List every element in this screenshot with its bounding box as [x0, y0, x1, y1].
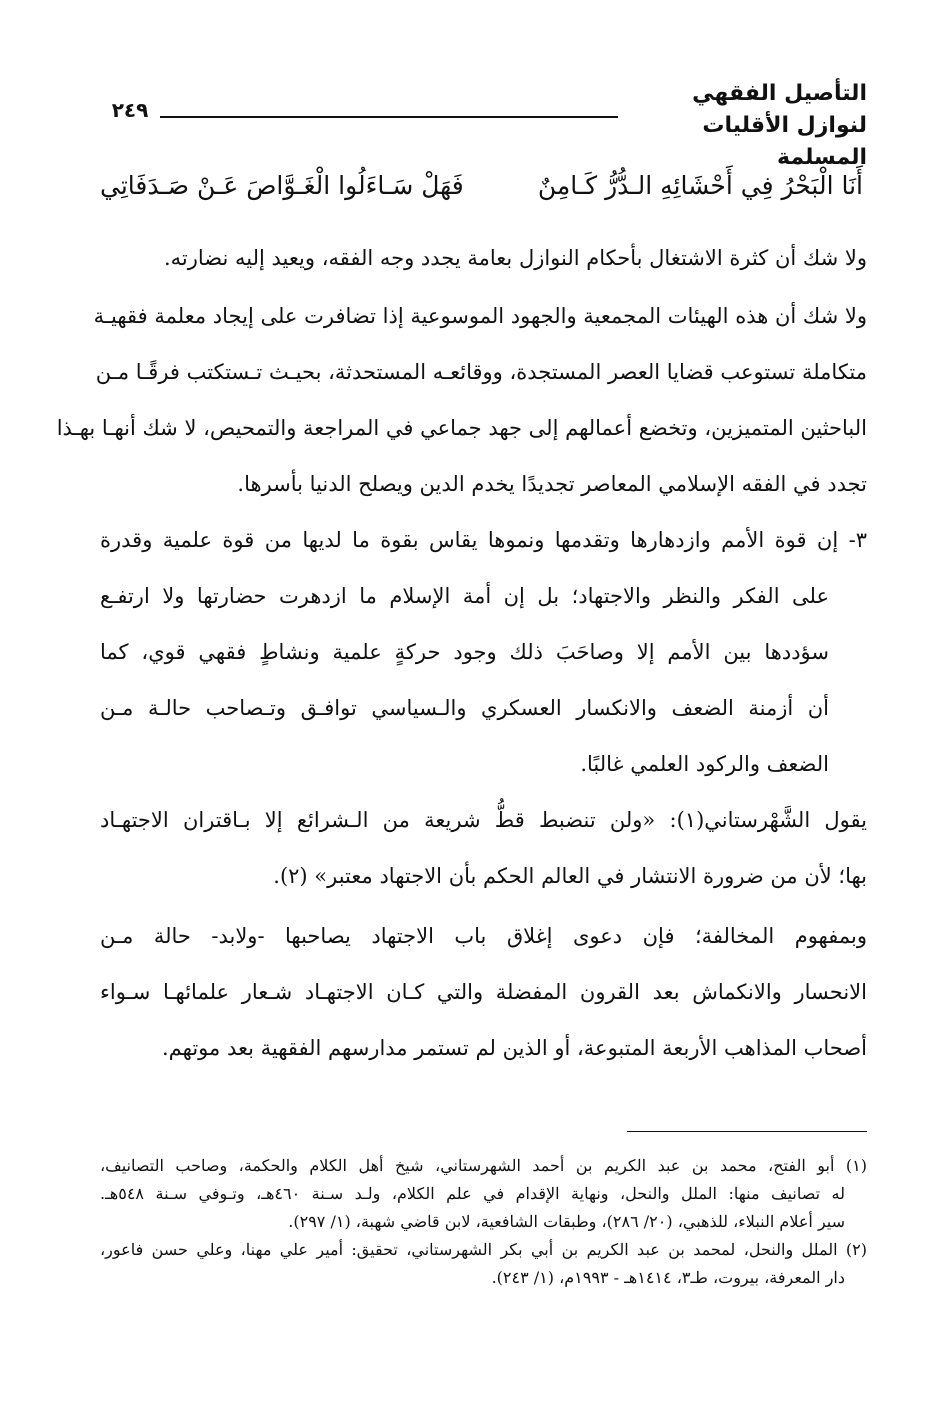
header-title-line2: لنوازل الأقليات المسلمة: [702, 113, 867, 170]
body-line: الانحسار والانكماش بعد القرون المفضلة والتي كـان الاجتهـاد شـعار علمائهـا سـواء: [100, 980, 867, 1004]
body-line: ولا شك أن كثرة الاشتغال بأحكام النوازل بعامة يجدد وجه الفقه، ويعيد إليه نضارته.: [163, 246, 867, 270]
list-item-line: أن أزمنة الضعف والانكسار العسكري والـسياسي توافـق وتـصاحب حالـة مـن: [100, 696, 829, 720]
header-rule: [160, 116, 618, 118]
footnote-line: سير أعلام النبلاء، للذهبي، (٢٠/ ٢٨٦)، وطبقات الشافعية، لابن قاضي شهبة، (١/ ٢٩٧).: [288, 1212, 845, 1231]
footnote-line: له تصانيف منها: الملل والنحل، ونهاية الإقدام في علم الكلام، ولـد سـنة ٤٦٠هـ، وتـوفي سـنة ٥٤٨هـ.: [100, 1184, 846, 1203]
body-line: متكاملة تستوعب قضايا العصر المستجدة، ووقائعـه المستحدثة، بحيـث تـستكتب فرقًـا مـن: [95, 360, 867, 384]
list-item-line: الضعف والركود العلمي غالبًا.: [580, 752, 829, 776]
footnote-line: (١) أبو الفتح، محمد بن عبد الكريم بن أحمد الشهرستاني، شيخ أهل الكلام والحكمة، وصاحب التصانيف،: [100, 1156, 867, 1175]
verse-left-hemistich: فَهَلْ سَـاءَلُوا الْغَـوَّاصَ عَـنْ صَـدَفَاتِي: [100, 171, 464, 200]
body-line: أصحاب المذاهب الأربعة المتبوعة، أو الذين لم تستمر مدارسهم الفقهية بعد موتهم.: [162, 1036, 867, 1060]
body-line: وبمفهوم المخالفة؛ فإن دعوى إغلاق باب الاجتهاد يصاحبها -ولابد- حالة مـن: [100, 924, 867, 948]
header-title-line1: التأصيل الفقهي: [692, 81, 867, 106]
body-line: الباحثين المتميزين، وتخضع أعمالهم إلى جهد جماعي في المراجعة والتمحيص، لا شك أنهـا بهـذا: [56, 416, 867, 440]
running-header: [607, 78, 867, 174]
list-item-line: على الفكر والنظر والاجتهاد؛ بل إن أمة الإسلام ما ازدهرت حضارتها ولا ارتفـع: [100, 584, 829, 608]
body-line: ولا شك أن هذه الهيئات المجمعية والجهود الموسوعية إذا تضافرت على إيجاد معلمة فقهيـة: [93, 304, 867, 328]
quote-line: بها؛ لأن من ضرورة الانتشار في العالم الحكم بأن الاجتهاد معتبر» (٢).: [273, 864, 867, 888]
footnote-separator: [627, 1131, 867, 1132]
footnote-line: دار المعرفة، بيروت، طـ٣، ١٤١٤هـ - ١٩٩٣م، (١/ ٢٤٣).: [491, 1268, 845, 1287]
page-number: ٢٤٩: [111, 98, 149, 122]
body-line: تجدد في الفقه الإسلامي المعاصر تجديدًا يخدم الدين ويصلح الدنيا بأسرها.: [237, 472, 867, 496]
footnote-line: (٢) الملل والنحل، لمحمد بن عبد الكريم بن أبي بكر الشهرستاني، تحقيق: أمير علي مهنا، وعلي حسن فاعور،: [100, 1240, 867, 1259]
quote-line: يقول الشَّهْرستاني(١): «ولن تنضبط قطُّ شريعة من الـشرائع إلا بـاقتران الاجتهـاد: [100, 808, 867, 832]
list-item-line: سؤددها بين الأمم إلا وصاحَبَ ذلك وجود حركةٍ علمية ونشاطٍ فقهي قوي، كما: [100, 640, 829, 664]
list-item-line: ٣- إن قوة الأمم وازدهارها وتقدمها ونموها يقاس بقوة ما لديها من قوة علمية وقدرة: [100, 528, 867, 552]
verse-right-hemistich: أَنَا الْبَحْرُ فِي أَحْشَائِهِ الـدُّرُّ كَـامِنٌ: [537, 171, 863, 200]
